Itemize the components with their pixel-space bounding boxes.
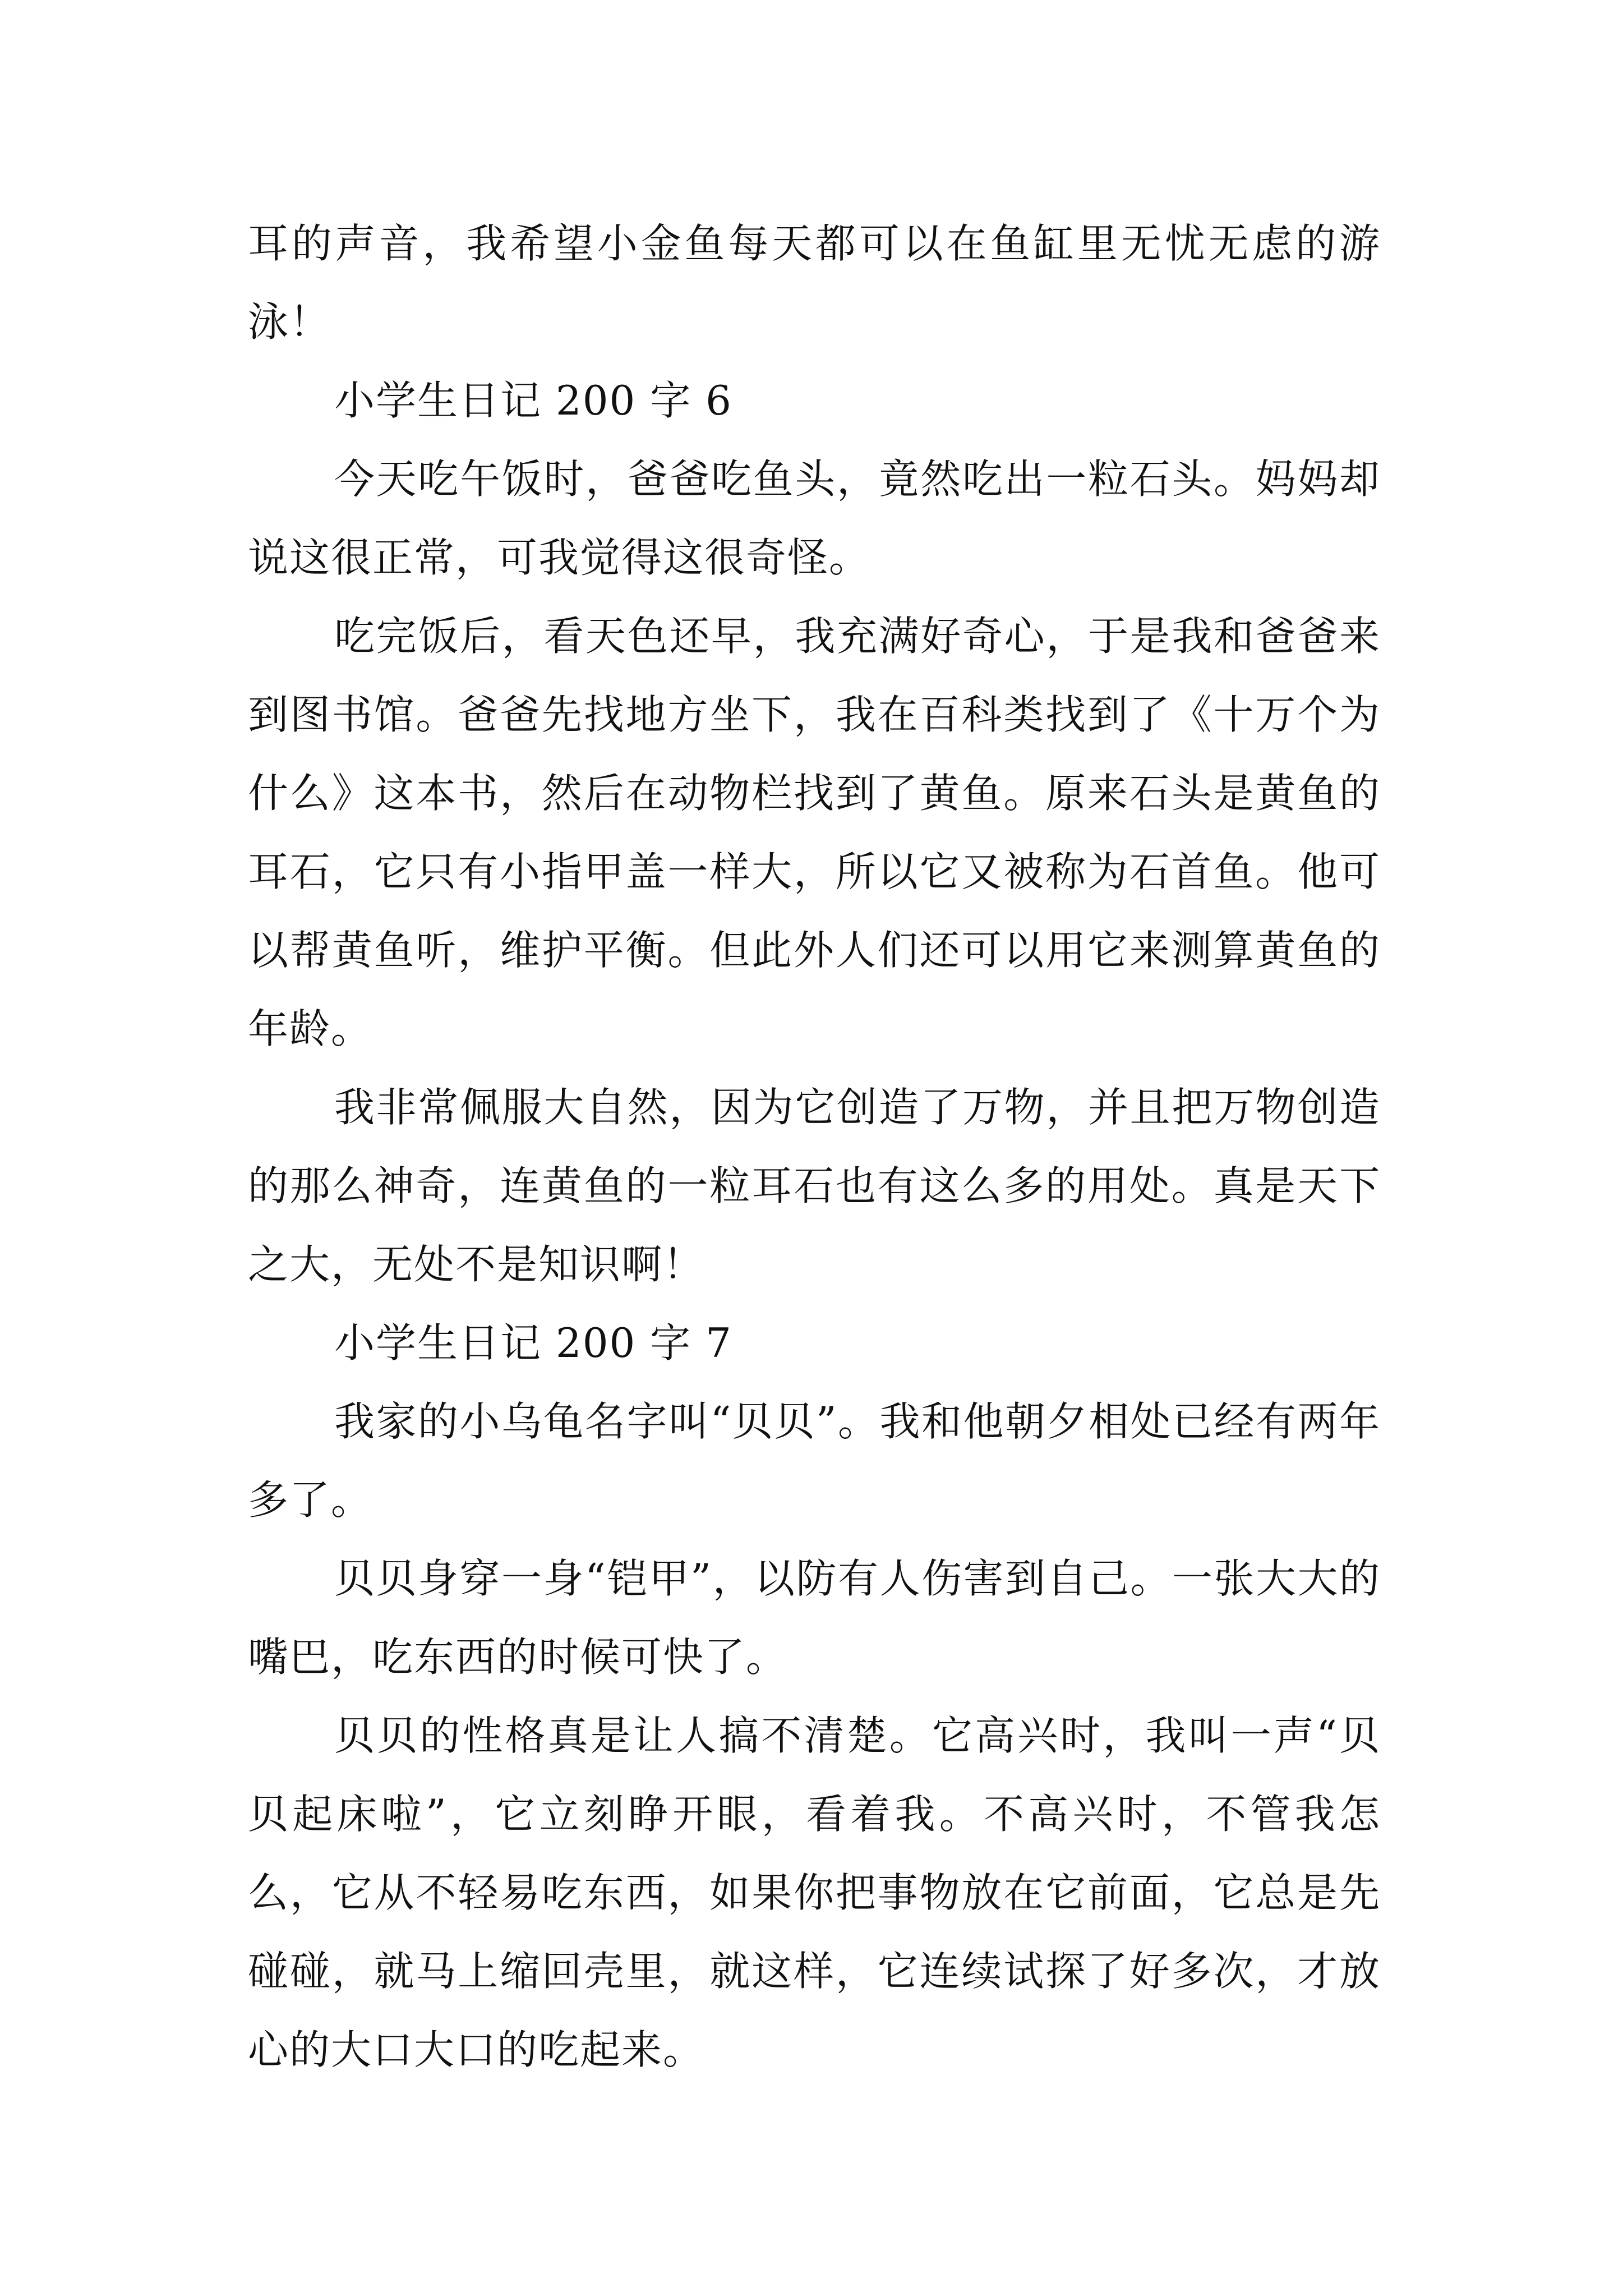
paragraph: 贝贝身穿一身“铠甲”，以防有人伤害到自己。一张大大的嘴巴，吃东西的时候可快了。 bbox=[248, 1555, 1381, 1681]
paragraph: 今天吃午饭时，爸爸吃鱼头，竟然吃出一粒石头。妈妈却说这很正常，可我觉得这很奇怪。 bbox=[248, 455, 1381, 581]
paragraph: 贝贝的性格真是让人搞不清楚。它高兴时，我叫一声“贝贝起床啦”，它立刻睁开眼，看着我。不高兴时，不管我怎么，它从不轻易吃东西，如果你把事物放在它前面，它总是先碰碰，就马上缩回壳里，就这样，它连续试探了好多次，才放心的大口大口的吃起来。 bbox=[248, 1712, 1381, 2073]
section-heading-diary-7: 小学生日记 200 字 7 bbox=[334, 1319, 732, 1366]
section-heading-diary-6: 小学生日记 200 字 6 bbox=[334, 377, 732, 424]
paragraph: 我家的小乌龟名字叫“贝贝”。我和他朝夕相处已经有两年多了。 bbox=[248, 1398, 1381, 1524]
paragraph-continuation: 耳的声音，我希望小金鱼每天都可以在鱼缸里无忧无虑的游泳！ bbox=[248, 220, 1381, 346]
paragraph: 吃完饭后，看天色还早，我充满好奇心，于是我和爸爸来到图书馆。爸爸先找地方坐下，我在百科类找到了《十万个为什么》这本书，然后在动物栏找到了黄鱼。原来石头是黄鱼的耳石，它只有小指甲盖一样大，所以它又被称为石首鱼。他可以帮黄鱼听，维护平衡。但此外人们还可以用它来测算黄鱼的年龄。 bbox=[248, 613, 1381, 1052]
paragraph: 我非常佩服大自然，因为它创造了万物，并且把万物创造的那么神奇，连黄鱼的一粒耳石也有这么多的用处。真是天下之大，无处不是知识啊！ bbox=[248, 1084, 1381, 1288]
document-body bbox=[248, 204, 1381, 2089]
